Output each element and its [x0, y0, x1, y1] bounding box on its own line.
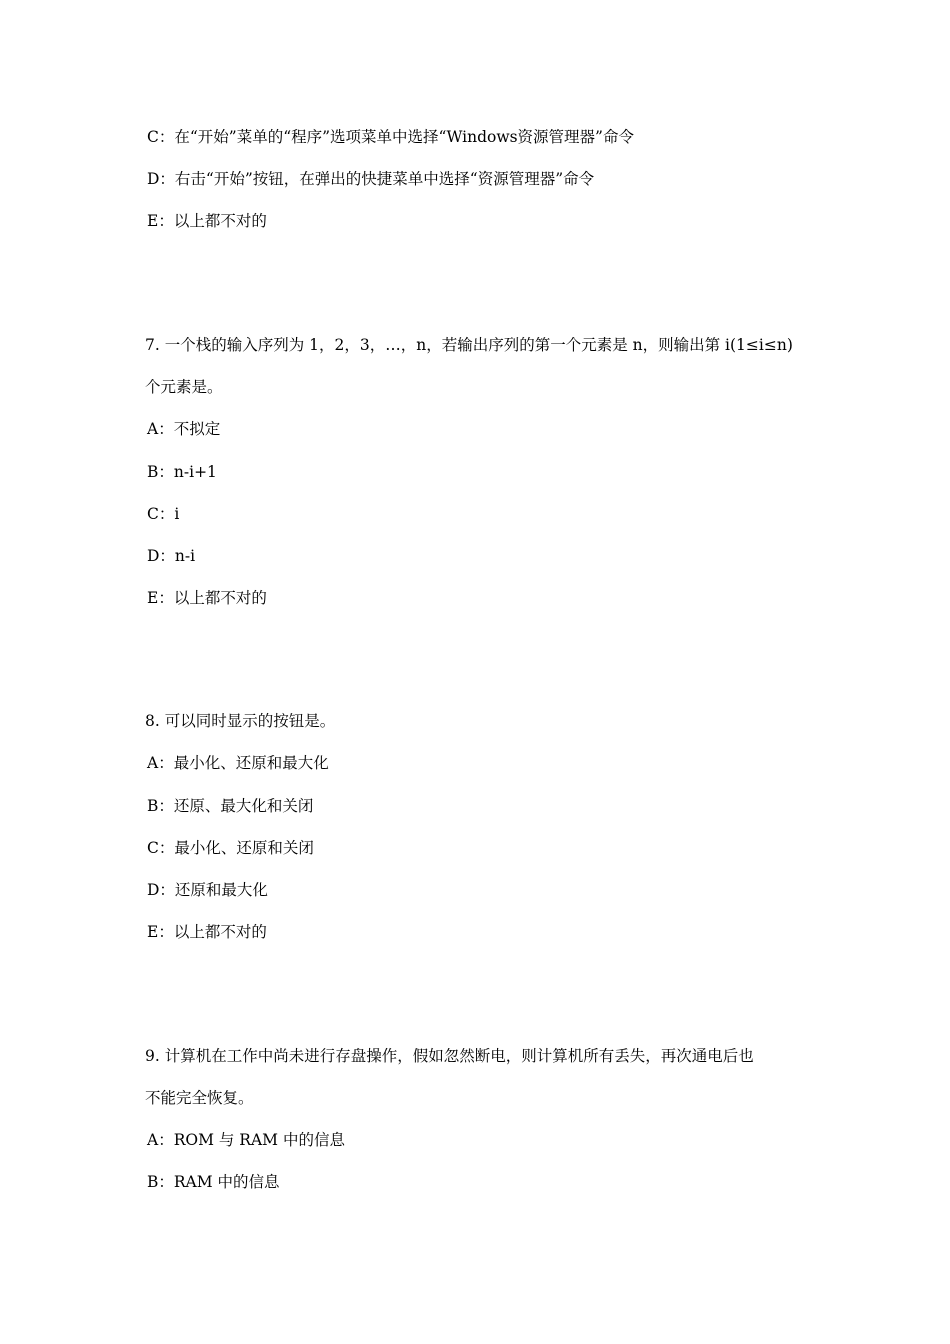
q7-option-e: E：以上都不对的 [147, 589, 267, 607]
q8-option-a: A：最小化、还原和最大化 [147, 754, 329, 772]
q6-option-e: E：以上都不对的 [147, 212, 267, 230]
q9-stem-line1: 9. 计算机在工作中尚未进行存盘操作，假如忽然断电，则计算机所有丢失，再次通电后也 [145, 1047, 754, 1065]
q8-option-d: D：还原和最大化 [147, 881, 268, 899]
q8-stem: 8. 可以同时显示的按钮是。 [145, 712, 336, 730]
q8-option-b: B：还原、最大化和关闭 [147, 797, 314, 815]
q9-option-a: A：ROM 与 RAM 中的信息 [147, 1131, 345, 1149]
q7-option-c: C：i [147, 505, 180, 523]
q7-option-b: B：n-i+1 [147, 463, 217, 481]
q9-stem-line2: 不能完全恢复。 [145, 1089, 254, 1107]
q7-option-d: D：n-i [147, 547, 196, 565]
q8-option-c: C：最小化、还原和关闭 [147, 839, 314, 857]
q6-option-c: C：在“开始”菜单的“程序”选项菜单中选择“Windows资源管理器”命令 [147, 128, 634, 146]
q6-option-d: D：右击“开始”按钮，在弹出的快捷菜单中选择“资源管理器”命令 [147, 170, 595, 188]
q7-stem-line2: 个元素是。 [145, 378, 223, 396]
q7-option-a: A：不拟定 [147, 420, 221, 438]
q7-stem-line1: 7. 一个栈的输入序列为 1，2，3，…，n，若输出序列的第一个元素是 n，则输出第 i(1≤i≤n) [145, 336, 793, 354]
q9-option-b: B：RAM 中的信息 [147, 1173, 280, 1191]
q8-option-e: E：以上都不对的 [147, 923, 267, 941]
